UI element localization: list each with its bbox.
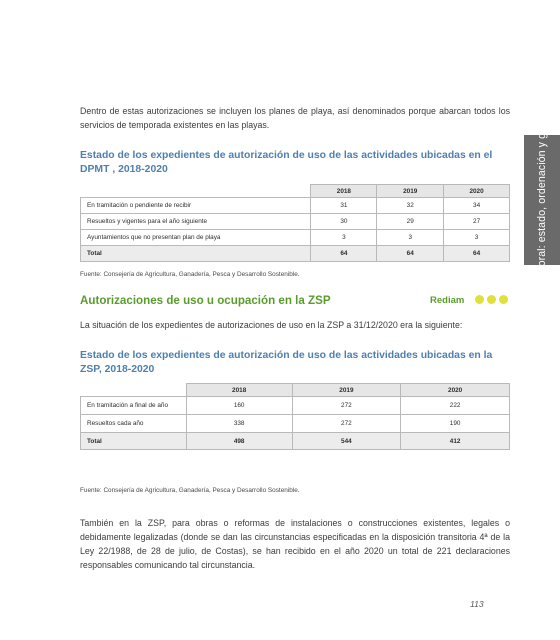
table-row bbox=[81, 230, 510, 246]
table2-header-cell: 2020 bbox=[401, 384, 510, 397]
table-cell: 30 bbox=[311, 214, 377, 230]
table-cell: 3 bbox=[444, 230, 510, 246]
table1-source: Fuente: Consejería de Agricultura, Ganadería, Pesca y Desarrollo Sostenible. bbox=[80, 271, 300, 278]
row-label: Resueltos cada año bbox=[81, 415, 187, 433]
table-cell: 64 bbox=[377, 246, 444, 262]
section-title: Autorizaciones de uso u ocupación en la ZSP bbox=[80, 294, 331, 307]
table-cell: 64 bbox=[311, 246, 377, 262]
table-cell: 160 bbox=[186, 397, 292, 415]
table2-source: Fuente: Consejería de Agricultura, Ganadería, Pesca y Desarrollo Sostenible. bbox=[80, 487, 300, 494]
table-row bbox=[81, 397, 510, 415]
row-label: Resueltos y vigentes para el año siguiente bbox=[81, 214, 311, 230]
table-cell: 222 bbox=[401, 397, 510, 415]
table2-header-corner bbox=[81, 384, 187, 397]
table-total-row bbox=[81, 246, 510, 262]
table-row bbox=[81, 214, 510, 230]
page-number: 113 bbox=[470, 599, 484, 609]
table1-header-cell: 2020 bbox=[444, 185, 510, 198]
intro-paragraph: Dentro de estas autorizaciones se incluyen los planes de playa, así denominados porque abarcan todos los servicios de temporada existentes en las playas. bbox=[80, 106, 510, 130]
table1-header-row bbox=[81, 185, 510, 198]
section-paragraph: La situación de los expedientes de autorizaciones de uso en la ZSP a 31/12/2020 era la siguiente: bbox=[80, 320, 463, 330]
table-cell: 544 bbox=[292, 433, 401, 450]
table-cell: 272 bbox=[292, 397, 401, 415]
table-cell: 498 bbox=[186, 433, 292, 450]
table-cell: 3 bbox=[377, 230, 444, 246]
table2 bbox=[80, 383, 510, 450]
row-label: Ayuntamientos que no presentan plan de playa bbox=[81, 230, 311, 246]
chapter-side-tab-label: 1.5 Litoral: estado, ordenación y gestión bbox=[536, 104, 548, 296]
chapter-side-tab bbox=[524, 104, 560, 296]
closing-paragraph: También en la ZSP, para obras o reformas de instalaciones o construcciones existentes, legales o debidamente legalizadas (donde se dan las circunstancias especificadas en la disposición transitoria 4ª de la Ley 22/1988, de 28 de julio, de Costas), se han recibido en el año 2020 un total de 221 declaraciones responsables comunicando tal circunstancia. bbox=[80, 518, 510, 570]
table-cell: 412 bbox=[401, 433, 510, 450]
table-row bbox=[81, 415, 510, 433]
table-cell: 64 bbox=[444, 246, 510, 262]
table-cell: 190 bbox=[401, 415, 510, 433]
table-cell: 32 bbox=[377, 198, 444, 214]
table-row bbox=[81, 198, 510, 214]
table-cell: 27 bbox=[444, 214, 510, 230]
row-label: Total bbox=[81, 246, 311, 262]
table1-header-cell: 2018 bbox=[311, 185, 377, 198]
table1 bbox=[80, 184, 510, 262]
table-cell: 272 bbox=[292, 415, 401, 433]
row-label: En tramitación a final de año bbox=[81, 397, 187, 415]
table2-header-cell: 2018 bbox=[186, 384, 292, 397]
table-cell: 29 bbox=[377, 214, 444, 230]
rediam-dots-icon bbox=[475, 295, 508, 304]
table-total-row bbox=[81, 433, 510, 450]
row-label: Total bbox=[81, 433, 187, 450]
table2-header-cell: 2019 bbox=[292, 384, 401, 397]
table-cell: 338 bbox=[186, 415, 292, 433]
table1-title: Estado de los expedientes de autorización de uso de las actividades ubicadas en el DPMT , 2018-2020 bbox=[80, 150, 493, 175]
table2-header-row bbox=[81, 384, 510, 397]
table1-header-corner bbox=[81, 185, 311, 198]
table2-title: Estado de los expedientes de autorización de uso de las actividades ubicadas en la ZSP, 2018-2020 bbox=[80, 350, 493, 375]
table-cell: 31 bbox=[311, 198, 377, 214]
rediam-logo: Rediam bbox=[430, 295, 465, 306]
row-label: En tramitación o pendiente de recibir bbox=[81, 198, 311, 214]
table-cell: 3 bbox=[311, 230, 377, 246]
table1-header-cell: 2019 bbox=[377, 185, 444, 198]
table-cell: 34 bbox=[444, 198, 510, 214]
